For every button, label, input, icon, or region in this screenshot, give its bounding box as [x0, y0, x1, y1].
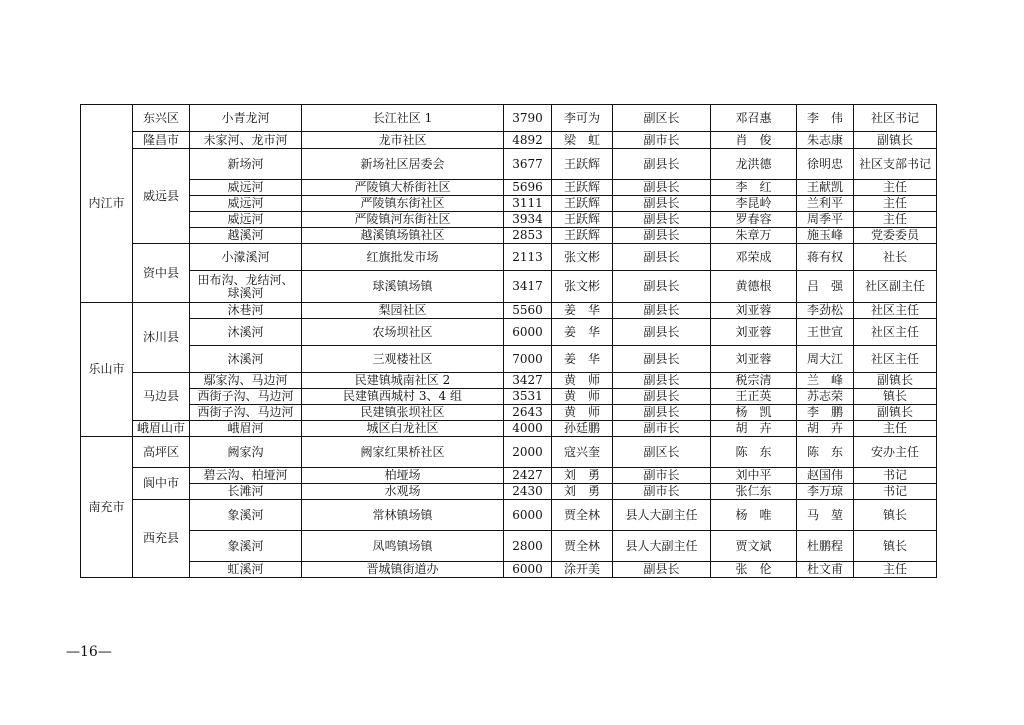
cell-river: 虹溪河: [190, 562, 302, 578]
cell-location: 红旗批发市场: [302, 244, 504, 271]
cell-district: 峨眉山市: [133, 421, 190, 437]
cell-length: 3531: [504, 389, 552, 405]
cell-county_chief: 王跃辉: [552, 212, 613, 228]
cell-village_title: 主任: [854, 196, 937, 212]
cell-village_title: 主任: [854, 212, 937, 228]
cell-village_chief: 周大江: [797, 346, 854, 373]
cell-village_chief: 兰 峰: [797, 373, 854, 389]
cell-town_chief: 李昆岭: [711, 196, 797, 212]
cell-county_title: 副区长: [613, 105, 711, 132]
cell-village_title: 社区主任: [854, 319, 937, 346]
cell-village_title: 党委委员: [854, 228, 937, 244]
cell-river: 小濛溪河: [190, 244, 302, 271]
cell-location: 长江社区 1: [302, 105, 504, 132]
cell-district: 沐川县: [133, 303, 190, 373]
cell-village_title: 社区主任: [854, 346, 937, 373]
cell-river: 象溪河: [190, 531, 302, 562]
cell-town_chief: 张 伦: [711, 562, 797, 578]
cell-village_title: 主任: [854, 180, 937, 196]
cell-county_title: 县人大副主任: [613, 500, 711, 531]
river-chief-table: [80, 104, 937, 578]
cell-district: 隆昌市: [133, 132, 190, 149]
cell-county_title: 副县长: [613, 319, 711, 346]
cell-village_chief: 赵国伟: [797, 468, 854, 484]
cell-village_title: 主任: [854, 562, 937, 578]
cell-town_chief: 贾文斌: [711, 531, 797, 562]
cell-county_chief: 姜 华: [552, 346, 613, 373]
cell-town_chief: 邓荣成: [711, 244, 797, 271]
cell-river: 象溪河: [190, 500, 302, 531]
cell-length: 6000: [504, 319, 552, 346]
table-row: [81, 468, 937, 484]
table-row: [81, 271, 937, 303]
cell-river: 小青龙河: [190, 105, 302, 132]
cell-length: 2643: [504, 405, 552, 421]
cell-village_chief: 王世宣: [797, 319, 854, 346]
cell-county_chief: 寇兴奎: [552, 437, 613, 468]
cell-county_title: 副县长: [613, 244, 711, 271]
cell-length: 7000: [504, 346, 552, 373]
cell-village_chief: 马 堃: [797, 500, 854, 531]
cell-county_chief: 王跃辉: [552, 228, 613, 244]
cell-village_chief: 杜鹏程: [797, 531, 854, 562]
table-body: [81, 105, 937, 578]
cell-town_chief: 朱章万: [711, 228, 797, 244]
cell-river: 沐巷河: [190, 303, 302, 319]
cell-county_title: 县人大副主任: [613, 531, 711, 562]
cell-length: 3111: [504, 196, 552, 212]
table-row: [81, 303, 937, 319]
cell-village_title: 镇长: [854, 531, 937, 562]
cell-village_chief: 兰利平: [797, 196, 854, 212]
cell-town_chief: 肖 俊: [711, 132, 797, 149]
cell-county_title: 副市长: [613, 421, 711, 437]
cell-town_chief: 黄德根: [711, 271, 797, 303]
cell-village_title: 社区副主任: [854, 271, 937, 303]
cell-location: 球溪镇场镇: [302, 271, 504, 303]
cell-town_chief: 张仁东: [711, 484, 797, 500]
cell-location: 民建镇西城村 3、4 组: [302, 389, 504, 405]
cell-location: 民建镇城南社区 2: [302, 373, 504, 389]
cell-town_chief: 税宗清: [711, 373, 797, 389]
cell-district: 东兴区: [133, 105, 190, 132]
cell-location: 严陵镇东街社区: [302, 196, 504, 212]
table-row: [81, 149, 937, 180]
cell-county_chief: 贾全林: [552, 531, 613, 562]
cell-village_title: 社长: [854, 244, 937, 271]
cell-county_title: 副县长: [613, 271, 711, 303]
cell-district: 高坪区: [133, 437, 190, 468]
cell-village_title: 安办主任: [854, 437, 937, 468]
cell-county_chief: 贾全林: [552, 500, 613, 531]
cell-village_chief: 朱志康: [797, 132, 854, 149]
cell-village_title: 书记: [854, 484, 937, 500]
cell-village_chief: 李 鹏: [797, 405, 854, 421]
cell-county_chief: 姜 华: [552, 319, 613, 346]
cell-town_chief: 陈 东: [711, 437, 797, 468]
cell-county_title: 副市长: [613, 132, 711, 149]
cell-village_title: 主任: [854, 421, 937, 437]
cell-county_title: 副县长: [613, 196, 711, 212]
cell-village_chief: 施玉峰: [797, 228, 854, 244]
table-row: [81, 346, 937, 373]
cell-county_chief: 刘 勇: [552, 468, 613, 484]
table-row: [81, 105, 937, 132]
cell-village_title: 镇长: [854, 389, 937, 405]
cell-county_title: 副县长: [613, 303, 711, 319]
cell-location: 凤鸣镇场镇: [302, 531, 504, 562]
cell-river: 长滩河: [190, 484, 302, 500]
cell-village_chief: 李万琼: [797, 484, 854, 500]
table-row: [81, 132, 937, 149]
cell-location: 龙市社区: [302, 132, 504, 149]
cell-county_chief: 姜 华: [552, 303, 613, 319]
table-row: [81, 421, 937, 437]
cell-village_chief: 李 伟: [797, 105, 854, 132]
cell-city: 南充市: [81, 437, 133, 578]
cell-location: 晋城镇街道办: [302, 562, 504, 578]
cell-district: 阆中市: [133, 468, 190, 500]
cell-county_title: 副市长: [613, 484, 711, 500]
cell-county_chief: 孙廷鹏: [552, 421, 613, 437]
table-row: [81, 484, 937, 500]
cell-length: 5696: [504, 180, 552, 196]
table-row: [81, 373, 937, 389]
cell-town_chief: 邓召惠: [711, 105, 797, 132]
cell-town_chief: 胡 卉: [711, 421, 797, 437]
cell-village_title: 社区书记: [854, 105, 937, 132]
table-row: [81, 212, 937, 228]
cell-river: 新场河: [190, 149, 302, 180]
cell-village_chief: 胡 卉: [797, 421, 854, 437]
cell-town_chief: 刘亚蓉: [711, 346, 797, 373]
cell-town_chief: 刘亚蓉: [711, 319, 797, 346]
cell-county_chief: 涂开美: [552, 562, 613, 578]
cell-length: 6000: [504, 500, 552, 531]
cell-village_chief: 苏志荣: [797, 389, 854, 405]
cell-village_chief: 王献凯: [797, 180, 854, 196]
cell-river: 威远河: [190, 196, 302, 212]
cell-length: 2113: [504, 244, 552, 271]
cell-village_title: 社区支部书记: [854, 149, 937, 180]
cell-district: 西充县: [133, 500, 190, 578]
table-row: [81, 180, 937, 196]
cell-county_chief: 王跃辉: [552, 196, 613, 212]
table-row: [81, 228, 937, 244]
cell-length: 3790: [504, 105, 552, 132]
cell-length: 3427: [504, 373, 552, 389]
cell-city: 内江市: [81, 105, 133, 303]
cell-location: 民建镇张坝社区: [302, 405, 504, 421]
cell-village_chief: 吕 强: [797, 271, 854, 303]
cell-river: 碧云沟、柏垭河: [190, 468, 302, 484]
table-row: [81, 437, 937, 468]
cell-location: 严陵镇大桥街社区: [302, 180, 504, 196]
cell-length: 5560: [504, 303, 552, 319]
cell-county_chief: 李可为: [552, 105, 613, 132]
cell-village_title: 镇长: [854, 500, 937, 531]
cell-village_chief: 李劲松: [797, 303, 854, 319]
table-row: [81, 562, 937, 578]
cell-location: 三观楼社区: [302, 346, 504, 373]
cell-river: 西街子沟、马边河: [190, 405, 302, 421]
cell-location: 城区白龙社区: [302, 421, 504, 437]
cell-city: 乐山市: [81, 303, 133, 437]
table-row: [81, 389, 937, 405]
cell-location: 严陵镇河东街社区: [302, 212, 504, 228]
cell-village_chief: 陈 东: [797, 437, 854, 468]
cell-river: 沐溪河: [190, 319, 302, 346]
cell-village_chief: 杜文甫: [797, 562, 854, 578]
cell-length: 2427: [504, 468, 552, 484]
cell-location: 新场社区居委会: [302, 149, 504, 180]
cell-county_title: 副县长: [613, 346, 711, 373]
cell-county_title: 副县长: [613, 149, 711, 180]
cell-village_chief: 蒋有权: [797, 244, 854, 271]
cell-county_chief: 王跃辉: [552, 149, 613, 180]
page-number: —16—: [66, 644, 112, 660]
cell-river: 未家河、龙市河: [190, 132, 302, 149]
cell-river: 田布沟、龙结河、球溪河: [190, 271, 302, 303]
cell-village_title: 书记: [854, 468, 937, 484]
cell-location: 水观场: [302, 484, 504, 500]
cell-county_title: 副县长: [613, 405, 711, 421]
cell-town_chief: 罗春容: [711, 212, 797, 228]
cell-length: 2800: [504, 531, 552, 562]
table-row: [81, 531, 937, 562]
cell-length: 3934: [504, 212, 552, 228]
cell-length: 4892: [504, 132, 552, 149]
cell-town_chief: 杨 凯: [711, 405, 797, 421]
cell-town_chief: 龙洪德: [711, 149, 797, 180]
cell-district: 威远县: [133, 149, 190, 244]
table-row: [81, 500, 937, 531]
cell-village_title: 副镇长: [854, 373, 937, 389]
cell-river: 威远河: [190, 212, 302, 228]
table-row: [81, 319, 937, 346]
cell-county_chief: 梁 虹: [552, 132, 613, 149]
cell-river: 阙家沟: [190, 437, 302, 468]
cell-length: 2000: [504, 437, 552, 468]
cell-county_chief: 黄 师: [552, 373, 613, 389]
cell-county_chief: 张文彬: [552, 244, 613, 271]
cell-river: 峨眉河: [190, 421, 302, 437]
cell-location: 越溪镇场镇社区: [302, 228, 504, 244]
cell-location: 阙家红果桥社区: [302, 437, 504, 468]
cell-town_chief: 王正英: [711, 389, 797, 405]
cell-village_title: 社区主任: [854, 303, 937, 319]
cell-town_chief: 李 红: [711, 180, 797, 196]
cell-village_chief: 周季平: [797, 212, 854, 228]
table-row: [81, 244, 937, 271]
cell-county_title: 副市长: [613, 468, 711, 484]
cell-length: 3677: [504, 149, 552, 180]
cell-town_chief: 刘中平: [711, 468, 797, 484]
cell-county_chief: 黄 师: [552, 405, 613, 421]
cell-village_title: 副镇长: [854, 405, 937, 421]
cell-county_title: 副县长: [613, 389, 711, 405]
cell-length: 2430: [504, 484, 552, 500]
cell-length: 6000: [504, 562, 552, 578]
cell-town_chief: 刘亚蓉: [711, 303, 797, 319]
cell-county_chief: 王跃辉: [552, 180, 613, 196]
cell-district: 马边县: [133, 373, 190, 421]
table-row: [81, 196, 937, 212]
cell-district: 资中县: [133, 244, 190, 303]
cell-river: 西街子沟、马边河: [190, 389, 302, 405]
cell-county_chief: 刘 勇: [552, 484, 613, 500]
cell-county_title: 副县长: [613, 562, 711, 578]
cell-river: 越溪河: [190, 228, 302, 244]
cell-county_title: 副县长: [613, 180, 711, 196]
cell-county_title: 副区长: [613, 437, 711, 468]
cell-location: 农场坝社区: [302, 319, 504, 346]
table-row: [81, 405, 937, 421]
cell-county_chief: 张文彬: [552, 271, 613, 303]
cell-town_chief: 杨 唯: [711, 500, 797, 531]
cell-length: 3417: [504, 271, 552, 303]
cell-river: 沐溪河: [190, 346, 302, 373]
cell-county_title: 副县长: [613, 373, 711, 389]
cell-river: 鄢家沟、马边河: [190, 373, 302, 389]
cell-village_title: 副镇长: [854, 132, 937, 149]
cell-county_title: 副县长: [613, 212, 711, 228]
cell-length: 4000: [504, 421, 552, 437]
cell-location: 柏垭场: [302, 468, 504, 484]
cell-county_title: 副县长: [613, 228, 711, 244]
cell-village_chief: 徐明忠: [797, 149, 854, 180]
cell-county_chief: 黄 师: [552, 389, 613, 405]
cell-river: 威远河: [190, 180, 302, 196]
cell-location: 常林镇场镇: [302, 500, 504, 531]
cell-length: 2853: [504, 228, 552, 244]
cell-location: 梨园社区: [302, 303, 504, 319]
